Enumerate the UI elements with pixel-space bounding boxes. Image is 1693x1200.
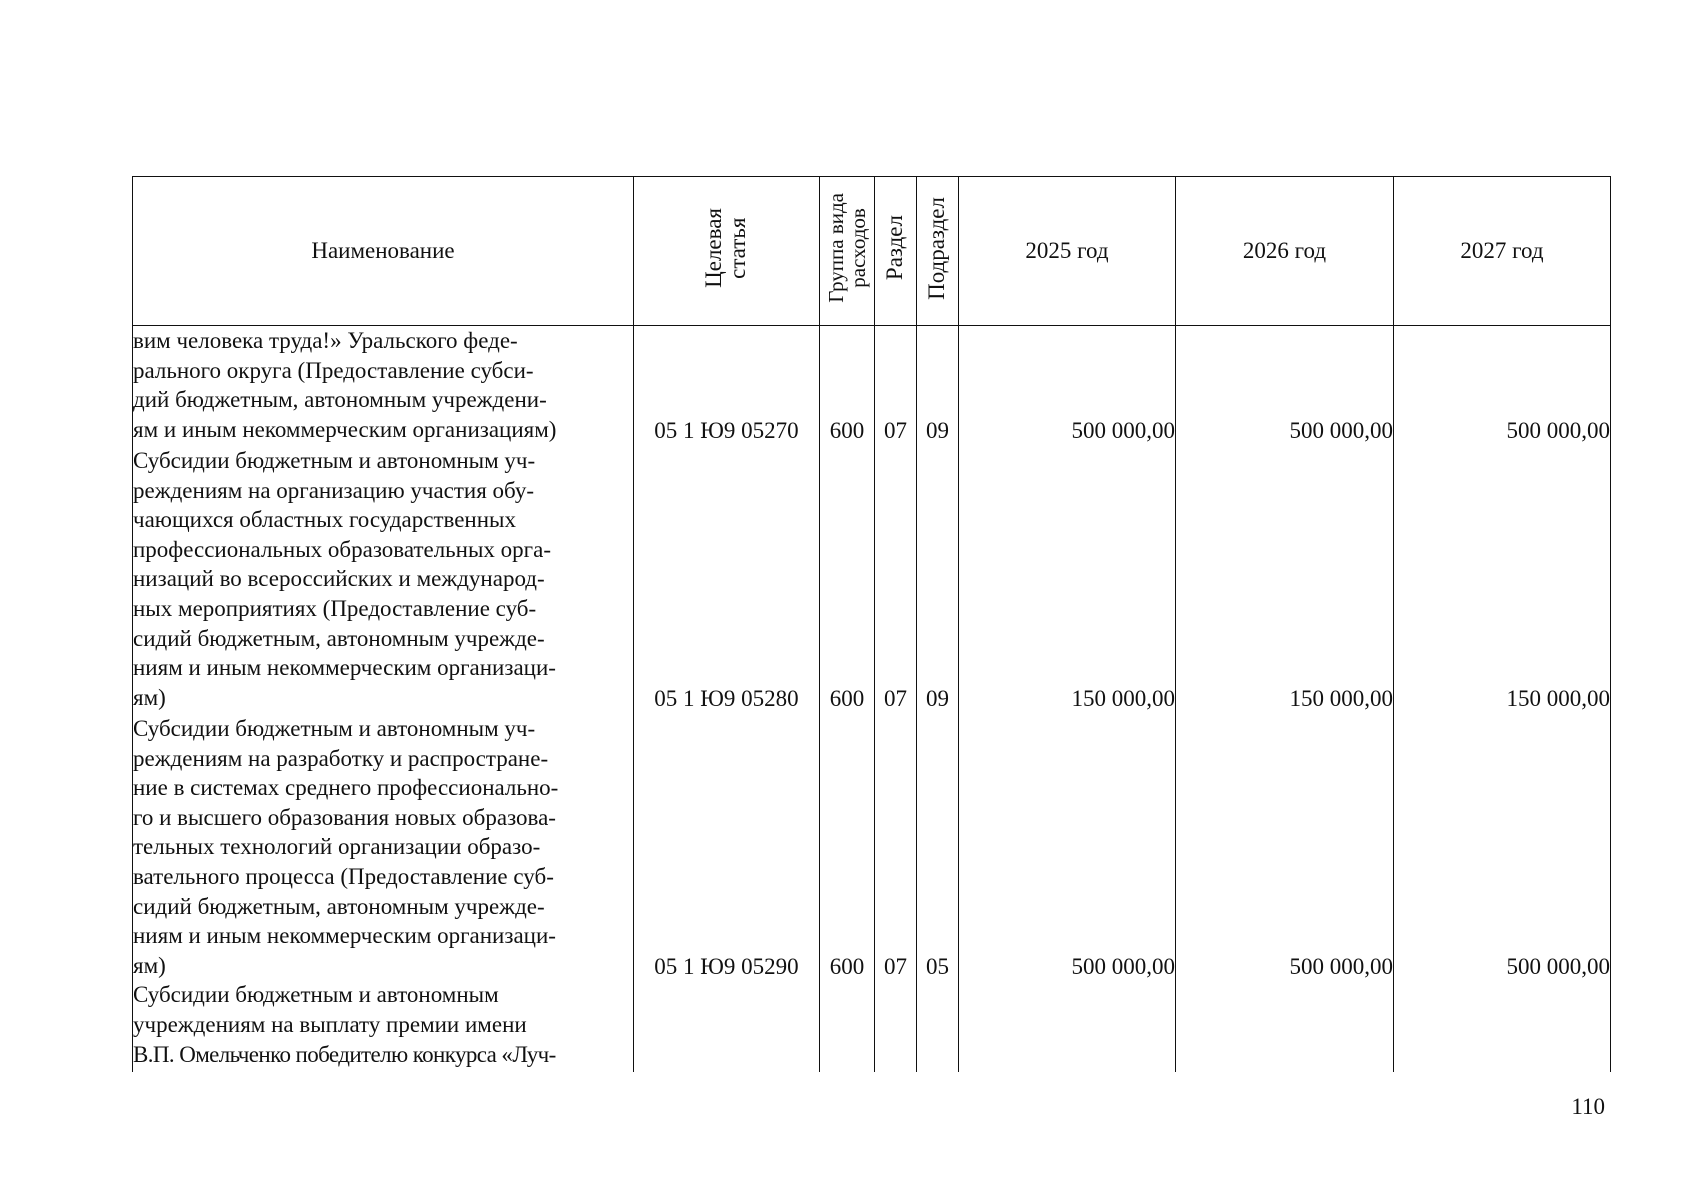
row-name-cell: Субсидии бюджетным и автономным уч- реждениям на разработку и распростране- ние в системах среднего профессионально- го и высшего образования новых образова- тельных технологий организации образо- вательного процесса (Предоставление суб- сидий бюджетным, автономным учрежде- ниям и иным некоммерческим организаци- ям): [133, 712, 634, 980]
row-amount-2025: 500 000,00: [959, 712, 1176, 980]
header-expense-group: Группа вида расходов: [820, 177, 875, 326]
row-subsection-cell: 05: [917, 712, 959, 980]
table-row: [133, 980, 1611, 1072]
row-target-cell: 05 1 Ю9 05270: [634, 326, 820, 445]
row-section-cell: 07: [875, 326, 917, 445]
table-row: [133, 444, 1611, 712]
row-subsection-cell: [917, 980, 959, 1072]
row-amount-2025: 500 000,00: [959, 326, 1176, 445]
header-year-2027: 2027 год: [1394, 177, 1611, 326]
row-group-cell: 600: [820, 326, 875, 445]
row-section-cell: 07: [875, 712, 917, 980]
row-name-cell: Субсидии бюджетным и автономным уч- реждениям на организацию участия обу- чающихся областных государственных профессиональных образовательных орга- низаций во всероссийских и международ- ных мероприятиях (Предоставление суб- сидий бюджетным, автономным учрежде- ниям и иным некоммерческим организаци- ям): [133, 444, 634, 712]
row-amount-2027: [1394, 980, 1611, 1072]
row-subsection-cell: 09: [917, 444, 959, 712]
header-target-article: Целевая статья: [634, 177, 820, 326]
row-amount-2026: 500 000,00: [1176, 712, 1394, 980]
row-amount-2025: [959, 980, 1176, 1072]
row-section-cell: [875, 980, 917, 1072]
row-amount-2027: 500 000,00: [1394, 712, 1611, 980]
header-name: Наименование: [133, 177, 634, 326]
page-number: 110: [1571, 1094, 1605, 1119]
header-section: Раздел: [875, 177, 917, 326]
header-subsection: Подраздел: [917, 177, 959, 326]
row-target-cell: [634, 980, 820, 1072]
row-amount-2025: 150 000,00: [959, 444, 1176, 712]
row-amount-2026: 500 000,00: [1176, 326, 1394, 445]
table-row: [133, 326, 1611, 445]
row-group-cell: [820, 980, 875, 1072]
table-row: [133, 712, 1611, 980]
table-header-row: [133, 177, 1611, 326]
row-amount-2027: 150 000,00: [1394, 444, 1611, 712]
row-target-cell: 05 1 Ю9 05280: [634, 444, 820, 712]
row-group-cell: 600: [820, 712, 875, 980]
header-year-2026: 2026 год: [1176, 177, 1394, 326]
row-amount-2026: 150 000,00: [1176, 444, 1394, 712]
row-name-cell: вим человека труда!» Уральского феде- рального округа (Предоставление субси- дий бюджетным, автономным учреждени- ям и иным некоммерческим организациям): [133, 326, 634, 445]
row-amount-2026: [1176, 980, 1394, 1072]
row-group-cell: 600: [820, 444, 875, 712]
budget-table: [132, 176, 1611, 1072]
row-subsection-cell: 09: [917, 326, 959, 445]
header-year-2025: 2025 год: [959, 177, 1176, 326]
row-section-cell: 07: [875, 444, 917, 712]
row-name-cell: Субсидии бюджетным и автономным учреждениям на выплату премии имени В.П. Омельченко победителю конкурса «Луч-: [133, 980, 634, 1072]
row-target-cell: 05 1 Ю9 05290: [634, 712, 820, 980]
row-amount-2027: 500 000,00: [1394, 326, 1611, 445]
